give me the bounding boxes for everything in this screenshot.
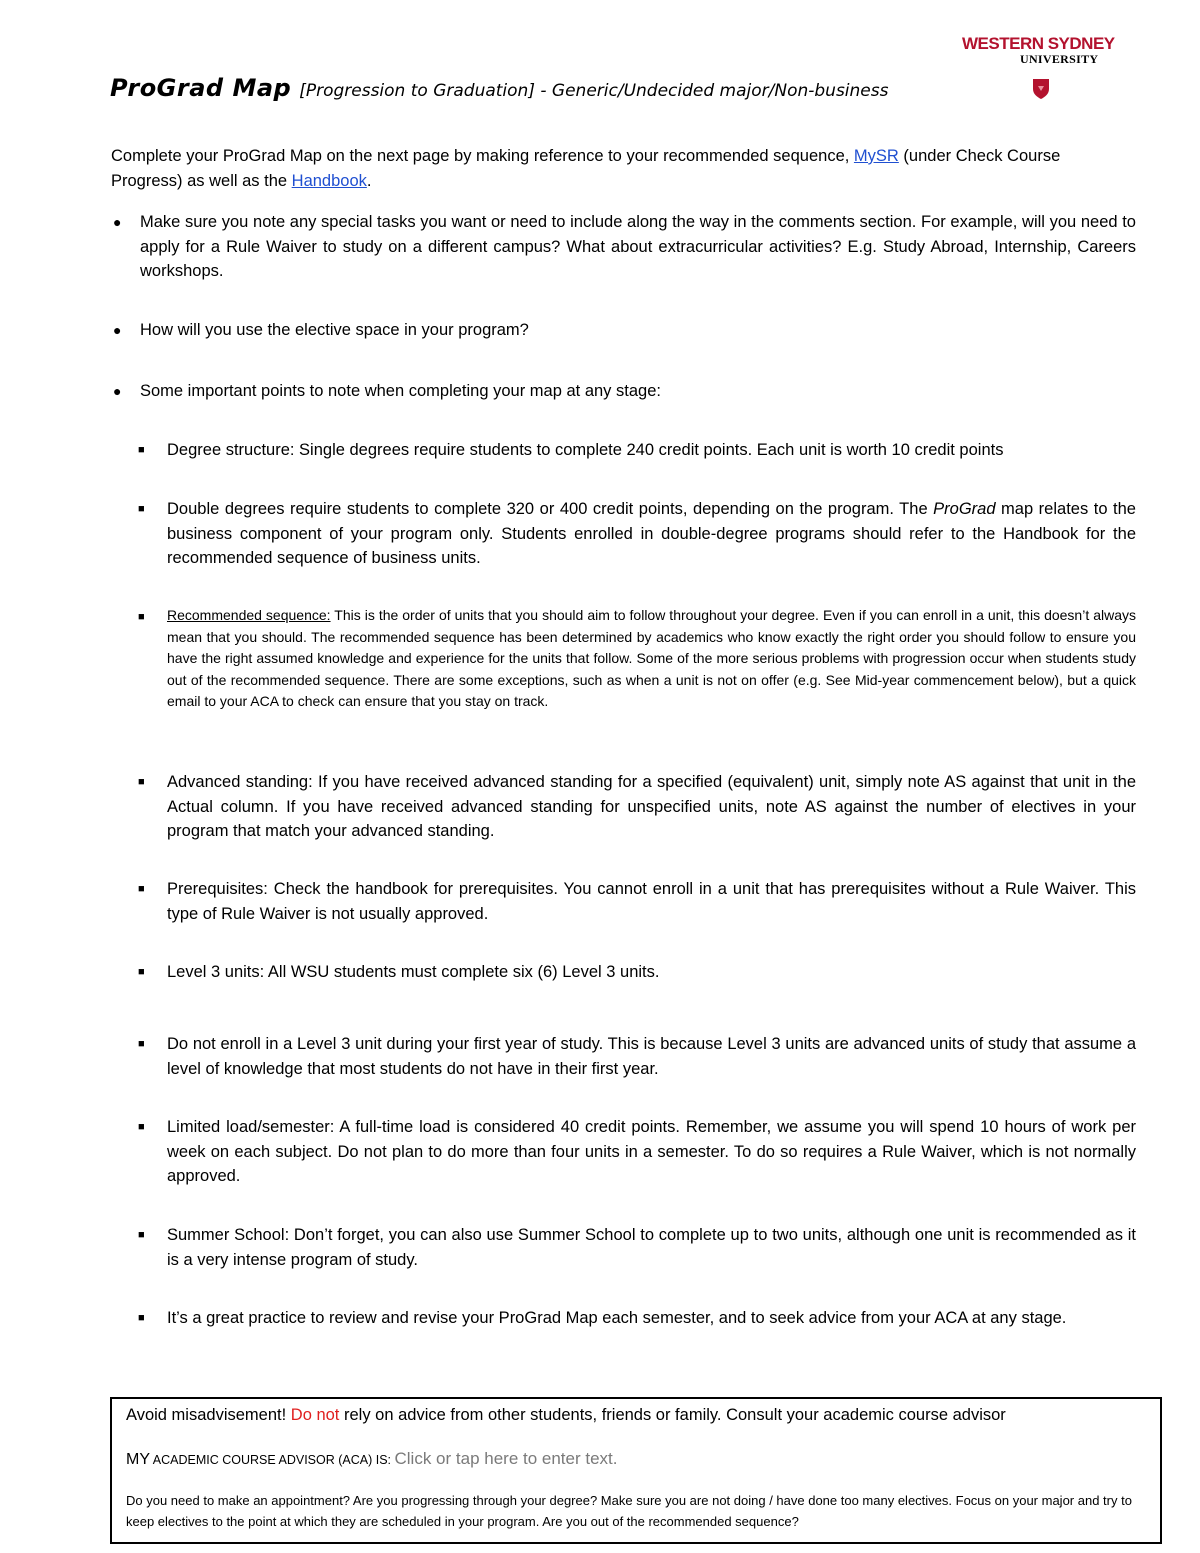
bullet-icon: ● [113, 322, 122, 338]
title-major: - Generic/Undecided major/Non-business [534, 81, 889, 101]
warning-text: rely on advice from other students, friends or family. Consult your academic course advisor [339, 1406, 1006, 1424]
recommended-sequence-text [167, 605, 1136, 713]
aca-label: ACADEMIC COURSE ADVISOR (ACA) IS: [150, 1453, 395, 1467]
intro-paragraph [111, 144, 1136, 193]
bullet-icon: ● [113, 214, 122, 230]
shield-icon [1032, 78, 1050, 100]
double-degree-text-a: Double degrees require students to complete 320 or 400 credit points, depending on the program. The [167, 500, 934, 518]
list-item [138, 1032, 1136, 1081]
double-degree-text [167, 497, 1136, 571]
list-item [111, 318, 1136, 343]
level3-first-year-text: Do not enroll in a Level 3 unit during your first year of study. This is because Level 3 units are advanced units of study that assume a level of knowledge that most students do not have in their first year. [167, 1035, 1136, 1078]
summer-school-text: Summer School: Don’t forget, you can also use Summer School to complete up to two units, although one unit is recommended as it is a very intense program of study. [167, 1226, 1136, 1269]
prograd-italic: ProGrad [933, 500, 996, 518]
mysr-link[interactable]: MySR [853, 147, 899, 165]
intro-text: . [366, 171, 372, 190]
advanced-standing-text: Advanced standing: If you have received advanced standing for a specified (equivalent) unit, simply note AS against that unit in the Actual column. If you have received advanced standing for unspecified units, note AS against the number of electives in your program that match your advanced standing. [167, 773, 1136, 840]
square-bullet-icon: ■ [138, 611, 145, 623]
double-degree-text-b: map relates to the business component of your program only. Students enrolled in double-degree programs should refer to the Handbook for the recommended sequence of business units. [167, 500, 1136, 567]
logo-wordmark-top: WESTERN SYDNEY [962, 34, 1115, 53]
square-bullet-icon: ■ [138, 1229, 145, 1241]
square-bullet-icon: ■ [138, 966, 145, 978]
square-bullet-icon: ■ [138, 1038, 145, 1050]
square-bullet-icon: ■ [138, 503, 145, 515]
logo-wordmark-bottom: UNIVERSITY [1020, 52, 1099, 66]
list-item [138, 960, 1136, 985]
bullet-text: Some important points to note when completing your map at any stage: [140, 382, 661, 400]
page-title [110, 74, 888, 102]
list-item [138, 770, 1136, 844]
list-item [138, 605, 1136, 713]
list-item [138, 497, 1136, 571]
list-item [111, 379, 1136, 404]
appointment-questions: Do you need to make an appointment? Are you progressing through your degree? Make sure you are not doing / have done too many electives. Focus on your major and try to keep electives to the point at which they are scheduled in your program. Are you out of the recommended sequence? [126, 1493, 1132, 1529]
intro-text: Complete your ProGrad Map on the next page by making reference to your recommended sequence, [111, 147, 854, 165]
level3-units-text: Level 3 units: All WSU students must complete six (6) Level 3 units. [167, 963, 660, 981]
title-main: ProGrad Map [110, 74, 292, 102]
aca-label-my: MY [126, 1451, 150, 1468]
bullet-text: How will you use the elective space in your program? [140, 321, 529, 339]
bullet-text: Make sure you note any special tasks you want or need to include along the way in the comments section. For example, will you need to apply for a Rule Waiver to study on a different campus? What about extracurricular activities? E.g. Study Abroad, Internship, Careers workshops. [140, 213, 1136, 280]
advisor-notice-box [110, 1397, 1162, 1544]
list-item [138, 1115, 1136, 1189]
intro-text: (under Check Course Progress) as well as the [111, 147, 1061, 190]
degree-structure-text: Degree structure: Single degrees require students to complete 240 credit points. Each unit is worth 10 credit points [167, 441, 1004, 459]
misadvisement-warning [126, 1406, 1006, 1425]
square-bullet-icon: ■ [138, 1121, 145, 1133]
list-item [138, 1306, 1136, 1331]
square-bullet-icon: ■ [138, 444, 145, 456]
review-map-text: It’s a great practice to review and revise your ProGrad Map each semester, and to seek advice from your ACA at any stage. [167, 1309, 1067, 1327]
list-item [111, 210, 1136, 284]
warning-do-not: Do not [290, 1406, 340, 1424]
aca-text-field[interactable]: Click or tap here to enter text. [394, 1449, 618, 1468]
square-bullet-icon: ■ [138, 883, 145, 895]
list-item [138, 438, 1136, 463]
limited-load-text: Limited load/semester: A full-time load is considered 40 credit points. Remember, we assume you will spend 10 hours of work per week on each subject. Do not plan to do more than four units in a semester. To do so requires a Rule Waiver, which is not normally approved. [167, 1118, 1136, 1185]
recommended-sequence-label: Recommended sequence: [167, 607, 331, 623]
aca-field-row [126, 1449, 618, 1469]
bullet-icon: ● [113, 383, 122, 399]
list-item [138, 877, 1136, 926]
prerequisites-text: Prerequisites: Check the handbook for prerequisites. You cannot enroll in a unit that has prerequisites without a Rule Waiver. This type of Rule Waiver is not usually approved. [167, 880, 1136, 923]
warning-text: Avoid misadvisement! [126, 1406, 291, 1424]
square-bullet-icon: ■ [138, 776, 145, 788]
title-subtitle: [Progression to Graduation] [299, 81, 535, 101]
list-item [138, 1223, 1136, 1272]
handbook-link[interactable]: Handbook [291, 171, 367, 190]
square-bullet-icon: ■ [138, 1312, 145, 1324]
recommended-sequence-body: This is the order of units that you should aim to follow throughout your degree. Even if you can enroll in a unit, this doesn’t always mean that you should. The recommended sequence has been determined by academics who know exactly the right order you should follow to ensure you have the right assumed knowledge and experience for the units that follow. Some of the more serious problems with progression occur when students study out of the recommended sequence. There are some exceptions, such as when a unit is not on offer (e.g. See Mid-year commencement below), but a quick email to your ACA to check can ensure that you stay on track. [167, 607, 1136, 709]
university-logo [962, 34, 1122, 104]
